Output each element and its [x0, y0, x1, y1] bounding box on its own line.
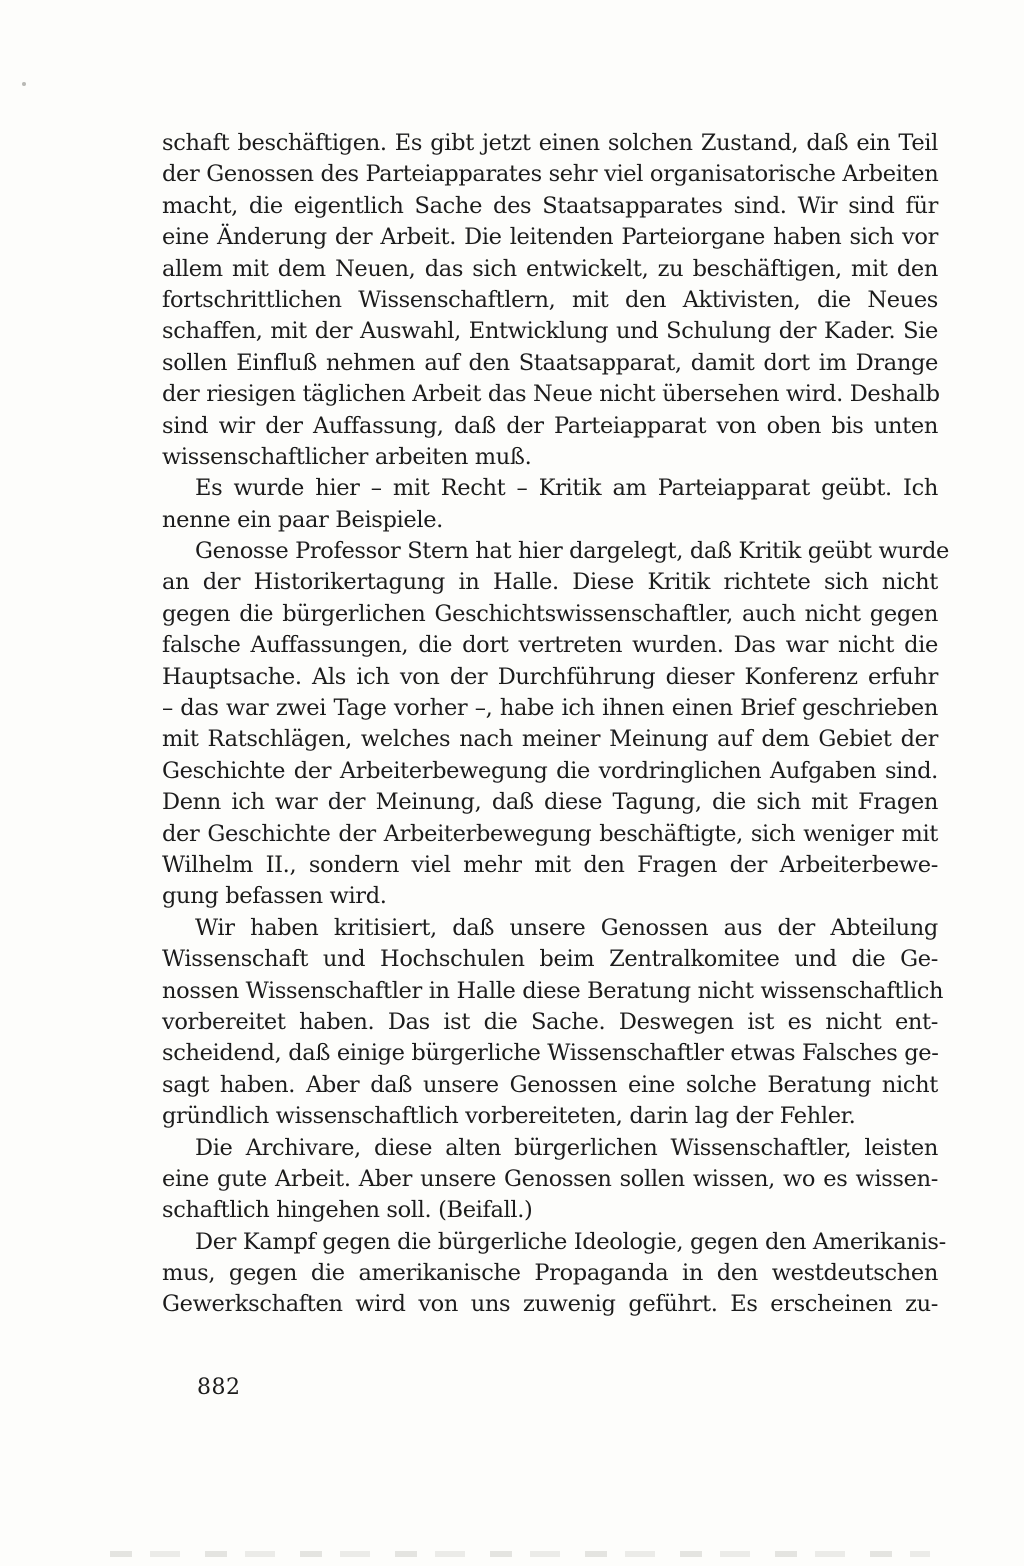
text-line: Die Archivare, diese alten bürgerlichen Wissenschaftler, leisten [195, 1134, 938, 1161]
text-line: schaffen, mit der Auswahl, Entwicklung und Schulung der Kader. Sie [162, 318, 938, 345]
text-line: nossen Wissenschaftler in Halle diese Beratung nicht wissenschaftlich [162, 977, 944, 1004]
text-line: fortschrittlichen Wissenschaftlern, mit den Aktivisten, die Neues [162, 286, 938, 313]
text-line: schaft beschäftigen. Es gibt jetzt einen solchen Zustand, daß ein Teil [162, 130, 938, 156]
text-line: Wilhelm II., sondern viel mehr mit den Fragen der Arbeiterbewe- [162, 851, 938, 878]
text-line: Denn ich war der Meinung, daß diese Tagung, die sich mit Fragen [162, 789, 938, 816]
text-line: gung befassen wird. [162, 883, 387, 910]
bleed-through-text [110, 1551, 930, 1557]
text-line: Geschichte der Arbeiterbewegung die vordringlichen Aufgaben sind. [162, 757, 938, 784]
text-line: sollen Einfluß nehmen auf den Staatsapparat, damit dort im Drange [162, 349, 938, 376]
text-line: der riesigen täglichen Arbeit das Neue nicht übersehen wird. Deshalb [162, 381, 940, 408]
text-line: der Genossen des Parteiapparates sehr viel organisatorische Arbeiten [162, 161, 939, 188]
text-line: Der Kampf gegen die bürgerliche Ideologie, gegen den Amerikanis- [195, 1228, 946, 1255]
text-line: allem mit dem Neuen, das sich entwickelt, zu beschäftigen, mit den [162, 255, 938, 282]
text-line: gründlich wissenschaftlich vorbereiteten, darin lag der Fehler. [162, 1103, 856, 1130]
text-line: schaftlich hingehen soll. (Beifall.) [162, 1197, 533, 1224]
text-line: – das war zwei Tage vorher –, habe ich ihnen einen Brief geschrieben [162, 695, 938, 722]
text-line: Wir haben kritisiert, daß unsere Genossen aus der Abteilung [195, 914, 938, 941]
body-text [162, 128, 949, 1321]
text-line: sind wir der Auffassung, daß der Parteiapparat von oben bis unten [162, 412, 938, 439]
text-line: eine gute Arbeit. Aber unsere Genossen sollen wissen, wo es wissen- [162, 1165, 938, 1192]
text-line: wissenschaftlicher arbeiten muß. [162, 443, 532, 470]
text-line: mus, gegen die amerikanische Propaganda in den westdeutschen [162, 1260, 938, 1287]
text-line: vorbereitet haben. Das ist die Sache. Deswegen ist es nicht ent- [162, 1008, 938, 1035]
text-line: sagt haben. Aber daß unsere Genossen eine solche Beratung nicht [162, 1071, 938, 1098]
text-line: mit Ratschlägen, welches nach meiner Meinung auf dem Gebiet der [162, 726, 938, 753]
text-line: scheidend, daß einige bürgerliche Wissenschaftler etwas Falsches ge- [162, 1040, 939, 1067]
text-line: an der Historikertagung in Halle. Diese Kritik richtete sich nicht [162, 569, 938, 596]
text-line: Es wurde hier – mit Recht – Kritik am Parteiapparat geübt. Ich [195, 475, 938, 502]
text-line: Hauptsache. Als ich von der Durchführung dieser Konferenz erfuhr [162, 663, 938, 690]
text-line: Genosse Professor Stern hat hier dargelegt, daß Kritik geübt wurde [195, 538, 949, 565]
text-line: eine Änderung der Arbeit. Die leitenden Parteiorgane haben sich vor [162, 224, 938, 251]
text-line: Gewerkschaften wird von uns zuwenig geführt. Es erscheinen zu- [162, 1291, 938, 1318]
text-line: Wissenschaft und Hochschulen beim Zentralkomitee und die Ge- [162, 946, 938, 973]
text-line: falsche Auffassungen, die dort vertreten wurden. Das war nicht die [162, 632, 938, 659]
text-line: nenne ein paar Beispiele. [162, 506, 443, 533]
scan-speck [22, 82, 26, 86]
text-line: der Geschichte der Arbeiterbewegung beschäftigte, sich weniger mit [162, 820, 938, 847]
text-line: gegen die bürgerlichen Geschichtswissenschaftler, auch nicht gegen [162, 600, 938, 627]
text-line: macht, die eigentlich Sache des Staatsapparates sind. Wir sind für [162, 192, 938, 219]
page-number: 882 [197, 1375, 241, 1400]
